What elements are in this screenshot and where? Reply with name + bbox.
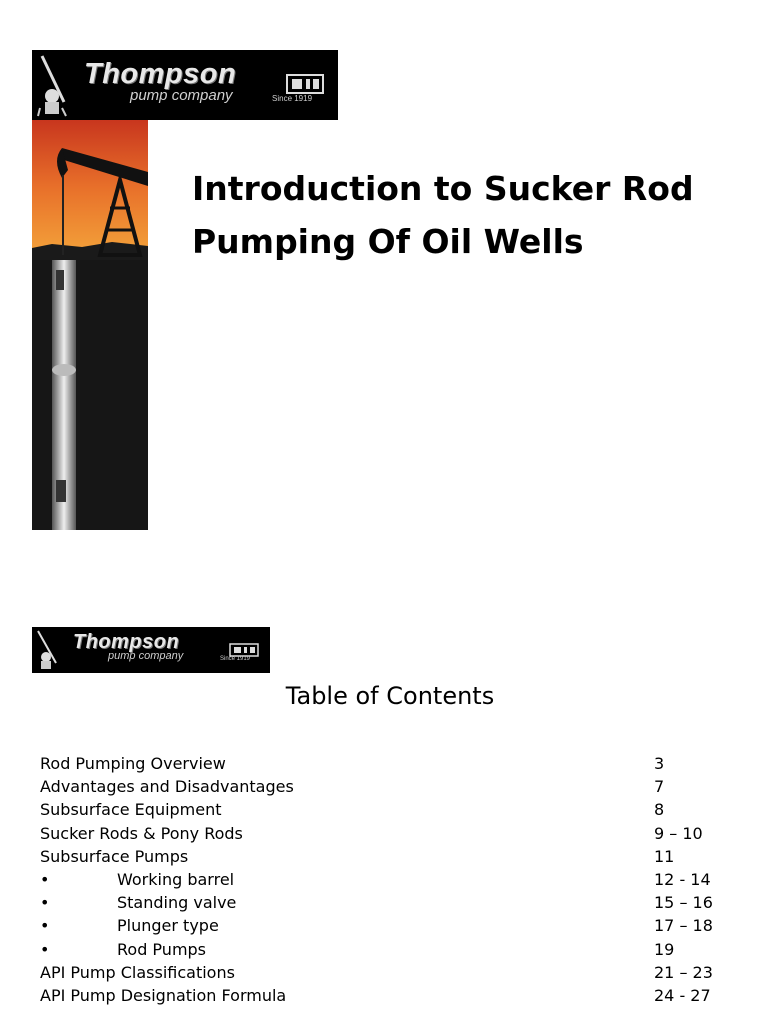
brand-name: Thompson bbox=[84, 58, 237, 90]
toc-entry-page: 11 bbox=[654, 846, 675, 866]
toc-entry-label: Rod Pumping Overview bbox=[40, 754, 226, 773]
toc-entry-page: 3 bbox=[654, 754, 665, 773]
bullet-icon: • bbox=[40, 893, 50, 913]
toc-entry-label: Advantages and Disadvantages bbox=[40, 777, 294, 797]
toc-entry bbox=[40, 914, 740, 937]
toc-entry-page: 7 bbox=[654, 777, 665, 797]
title-line-1: Introduction to Sucker Rod bbox=[192, 169, 694, 208]
toc-entry bbox=[40, 798, 740, 821]
toc-entry-label: Plunger type bbox=[117, 916, 219, 936]
toc-entry-label: API Pump Designation Formula bbox=[40, 985, 287, 1005]
bullet-icon: • bbox=[40, 939, 50, 959]
brand-subtitle: pump company bbox=[130, 87, 233, 104]
title-line-2: Pumping Of Oil Wells bbox=[192, 222, 584, 261]
brand-since-small: Since 1919 bbox=[220, 656, 251, 662]
toc-entry-page: 15 – 16 bbox=[654, 893, 713, 913]
toc-entry-label: API Pump Classifications bbox=[40, 962, 235, 982]
toc-entry-page: 24 - 27 bbox=[654, 985, 711, 1005]
bullet-icon: • bbox=[40, 869, 50, 889]
page-title bbox=[192, 162, 732, 268]
company-logo bbox=[32, 50, 338, 120]
toc-entry-page: 21 – 23 bbox=[654, 962, 713, 982]
brand-since: Since 1919 bbox=[272, 94, 313, 103]
toc-entry bbox=[40, 822, 740, 845]
brand-name-small: Thompson bbox=[73, 631, 180, 653]
toc-entry bbox=[40, 961, 740, 984]
company-logo-small bbox=[32, 627, 270, 673]
toc-entry-label: Working barrel bbox=[117, 869, 235, 889]
toc-entry bbox=[40, 845, 740, 868]
toc-entry-page: 8 bbox=[654, 800, 665, 820]
toc-entry-page: 9 – 10 bbox=[654, 823, 703, 843]
toc-entry bbox=[40, 752, 740, 775]
toc-entry-page: 12 - 14 bbox=[654, 869, 711, 889]
toc-entry bbox=[40, 775, 740, 798]
toc-entry-label: Rod Pumps bbox=[117, 939, 207, 959]
toc-entry bbox=[40, 938, 740, 961]
brand-subtitle-small: pump company bbox=[108, 650, 184, 662]
toc-list bbox=[40, 752, 740, 1007]
toc-entry-label: Subsurface Equipment bbox=[40, 800, 222, 820]
toc-entry bbox=[40, 868, 740, 891]
toc-entry bbox=[40, 984, 740, 1007]
toc-entry-label: Sucker Rods & Pony Rods bbox=[40, 823, 243, 843]
toc-entry-page: 17 – 18 bbox=[654, 916, 713, 936]
toc-entry bbox=[40, 891, 740, 914]
pumpjack-image bbox=[32, 120, 148, 530]
toc-heading: Table of Contents bbox=[285, 682, 495, 710]
toc-entry-label: Standing valve bbox=[117, 893, 237, 913]
bullet-icon: • bbox=[40, 916, 50, 936]
toc-entry-label: Subsurface Pumps bbox=[40, 846, 189, 866]
toc-entry-page: 19 bbox=[654, 939, 675, 959]
